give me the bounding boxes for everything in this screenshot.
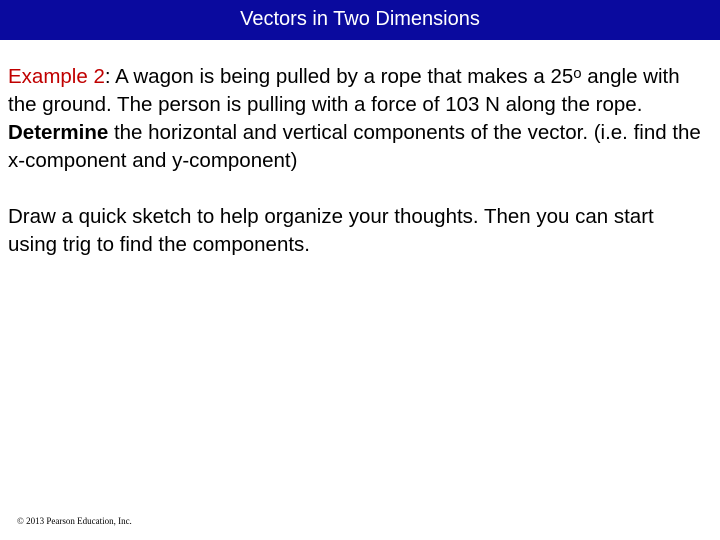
- degree-symbol: o: [573, 65, 582, 82]
- slide-body: [8, 60, 708, 259]
- instruction-paragraph: Draw a quick sketch to help organize your thoughts. Then you can start using trig to find the components.: [8, 205, 654, 256]
- slide-title: Vectors in Two Dimensions: [240, 8, 480, 30]
- title-bar: [0, 0, 720, 40]
- copyright-notice: © 2013 Pearson Education, Inc.: [17, 516, 132, 526]
- example-text-c: the horizontal and vertical components of the vector. (i.e. find the x-component and y-component): [8, 121, 701, 172]
- example-text-a: : A wagon is being pulled by a rope that makes a 25: [104, 65, 574, 88]
- example-label: Example 2: [8, 65, 105, 88]
- example-text-b: angle with the ground. The person is pulling with a force of 103 N along the rope.: [8, 65, 680, 116]
- example-paragraph: [8, 60, 708, 175]
- determine-word: Determine: [8, 121, 109, 144]
